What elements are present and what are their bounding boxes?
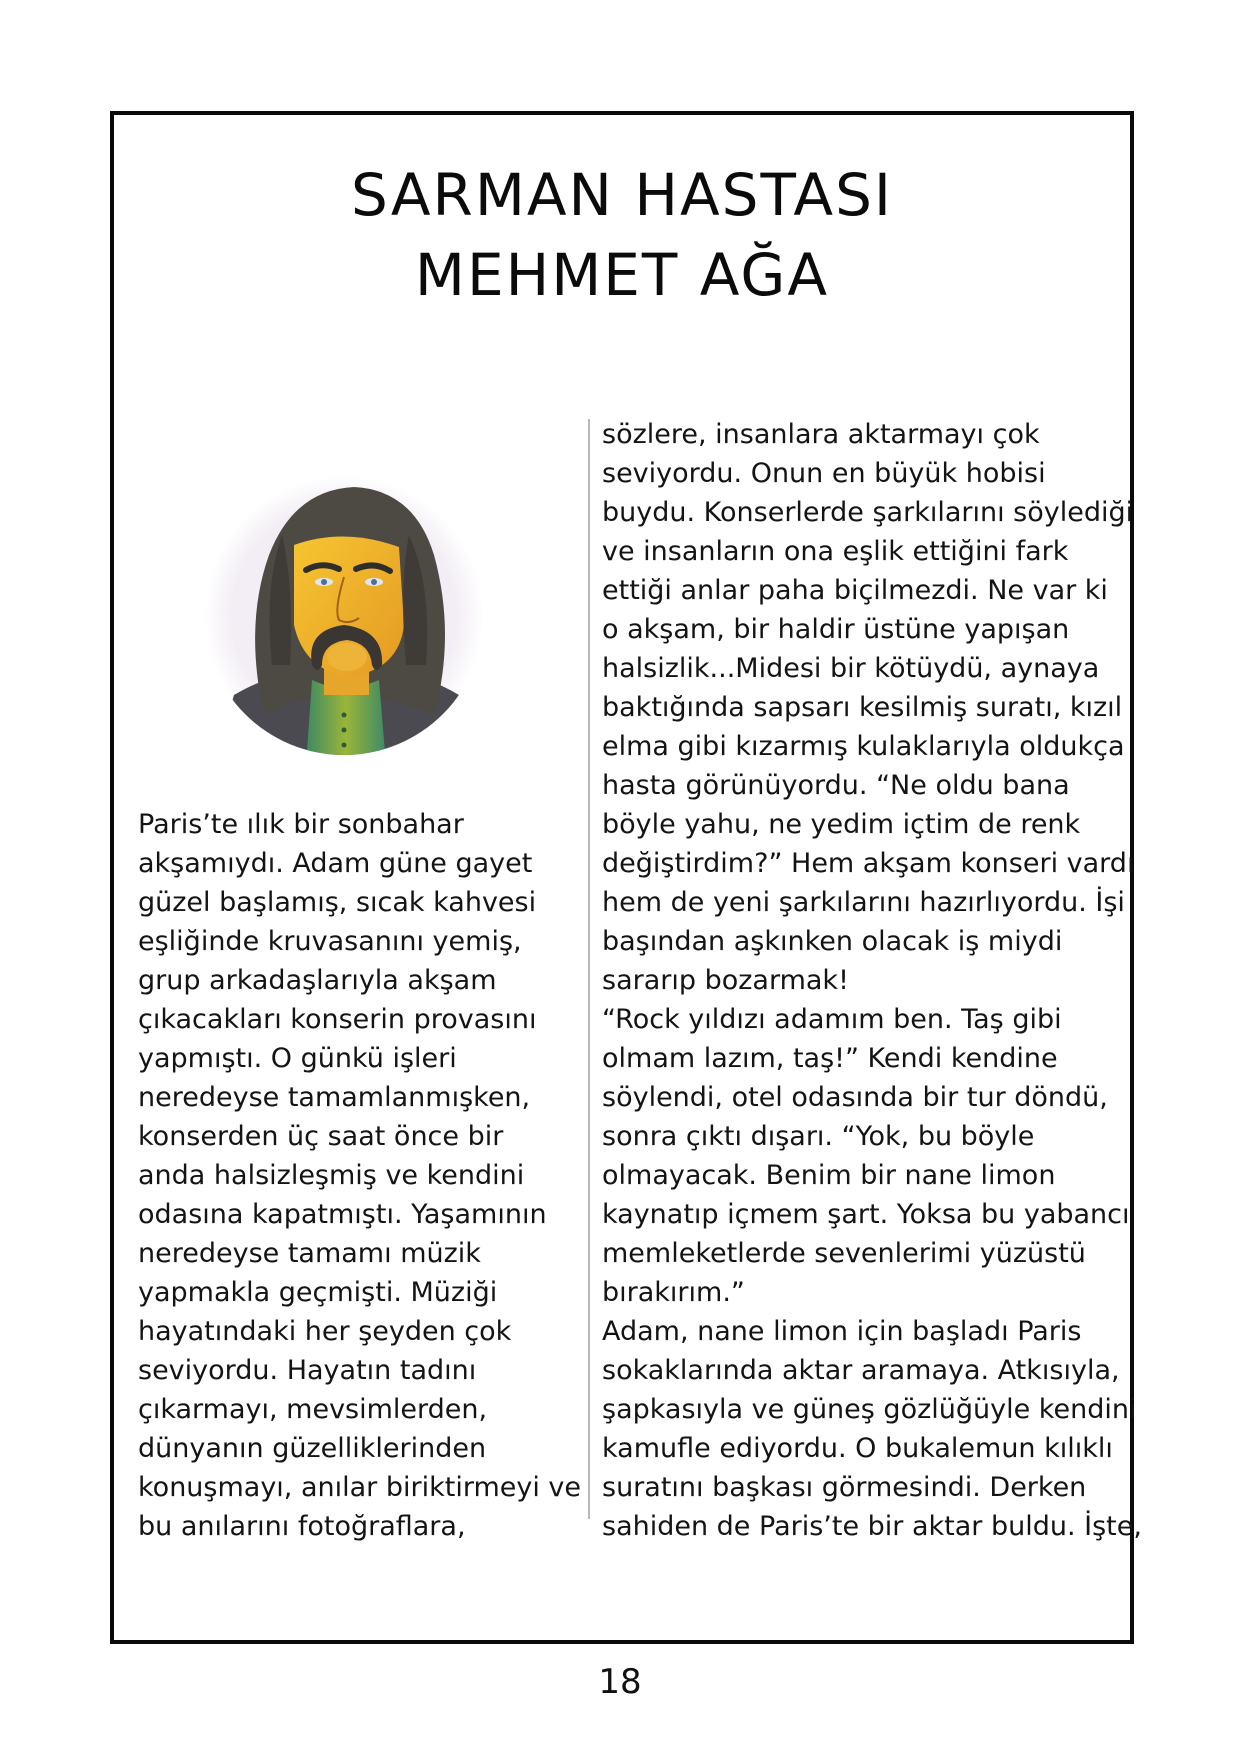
page-frame [110, 111, 1142, 1644]
text-line: suratını başkası görmesindi. Derken [602, 1472, 1087, 1503]
text-line: dünyanın güzelliklerinden [138, 1433, 487, 1464]
text-line: “Rock yıldızı adamım ben. Taş gibi [602, 1004, 1062, 1035]
text-line: bu anılarını fotoğraflara, [138, 1511, 466, 1542]
text-line: seviyordu. Onun en büyük hobisi [602, 458, 1046, 489]
text-line: böyle yahu, ne yedim içtim de renk [602, 809, 1081, 840]
column-divider [588, 419, 590, 1519]
page-number: 18 [598, 1662, 642, 1702]
text-line: anda halsizleşmiş ve kendini [138, 1160, 525, 1191]
text-line: Adam, nane limon için başladı Paris [602, 1316, 1082, 1347]
text-line: hayatındaki her şeyden çok [138, 1316, 512, 1347]
text-line: bırakırım.” [602, 1277, 745, 1308]
text-line: hem de yeni şarkılarını hazırlıyordu. İşi [602, 887, 1125, 918]
text-line: baktığında sapsarı kesilmiş suratı, kızıl [602, 692, 1123, 723]
text-line: şapkasıyla ve güneş gözlüğüyle kendini [602, 1394, 1137, 1425]
text-line: sözlere, insanlara aktarmayı çok [602, 419, 1040, 450]
text-line: yapmıştı. O günkü işleri [138, 1043, 457, 1074]
text-line: grup arkadaşlarıyla akşam [138, 965, 497, 996]
text-line: değiştirdim?” Hem akşam konseri vardı [602, 848, 1135, 879]
text-line: neredeyse tamamlanmışken, [138, 1082, 531, 1113]
text-line: akşamıydı. Adam güne gayet [138, 848, 533, 879]
text-line: çıkarmayı, mevsimlerden, [138, 1394, 488, 1425]
text-line: çıkacakları konserin provasını [138, 1004, 537, 1035]
text-line: neredeyse tamamı müzik [138, 1238, 481, 1269]
text-line: eşliğinde kruvasanını yemiş, [138, 926, 522, 957]
text-line: konserden üç saat önce bir [138, 1121, 504, 1152]
text-line: Paris’te ılık bir sonbahar [138, 809, 464, 840]
text-line: elma gibi kızarmış kulaklarıyla oldukça [602, 731, 1125, 762]
text-line: olmam lazım, taş!” Kendi kendine [602, 1043, 1058, 1074]
text-line: başından aşkınken olacak iş miydi [602, 926, 1063, 957]
text-line: kaynatıp içmem şart. Yoksa bu yabancı [602, 1199, 1130, 1230]
story-title-line-1: SARMAN HASTASI [350, 161, 894, 229]
text-line: memleketlerde sevenlerimi yüzüstü [602, 1238, 1086, 1269]
left-text-column [138, 805, 582, 1546]
text-line: odasına kapatmıştı. Yaşamının [138, 1199, 547, 1230]
text-line: ettiği anlar paha biçilmezdi. Ne var ki [602, 575, 1108, 606]
text-line: buydu. Konserlerde şarkılarını söylediği [602, 497, 1134, 528]
text-line: kamufle ediyordu. O bukalemun kılıklı [602, 1433, 1113, 1464]
text-line: yapmakla geçmişti. Müziği [138, 1277, 498, 1308]
text-line: o akşam, bir haldir üstüne yapışan [602, 614, 1070, 645]
text-line: sahiden de Paris’te bir aktar buldu. İşte, [602, 1511, 1142, 1542]
text-line: ve insanların ona eşlik ettiğini fark [602, 536, 1069, 567]
text-line: konuşmayı, anılar biriktirmeyi ve [138, 1472, 582, 1503]
character-illustration [194, 465, 494, 765]
caricature-portrait-icon [194, 465, 494, 765]
text-line: sonra çıktı dışarı. “Yok, bu böyle [602, 1121, 1035, 1152]
text-line: olmayacak. Benim bir nane limon [602, 1160, 1056, 1191]
text-line: sararıp bozarmak! [602, 965, 849, 996]
right-text-column [602, 415, 1142, 1546]
text-line: sokaklarında aktar aramaya. Atkısıyla, [602, 1355, 1120, 1386]
story-title-line-2: MEHMET AĞA [414, 241, 830, 309]
story-title [114, 155, 1130, 315]
text-line: hasta görünüyordu. “Ne oldu bana [602, 770, 1070, 801]
text-line: güzel başlamış, sıcak kahvesi [138, 887, 537, 918]
text-line: seviyordu. Hayatın tadını [138, 1355, 477, 1386]
text-line: halsizlik...Midesi bir kötüydü, aynaya [602, 653, 1100, 684]
text-line: söylendi, otel odasında bir tur döndü, [602, 1082, 1108, 1113]
